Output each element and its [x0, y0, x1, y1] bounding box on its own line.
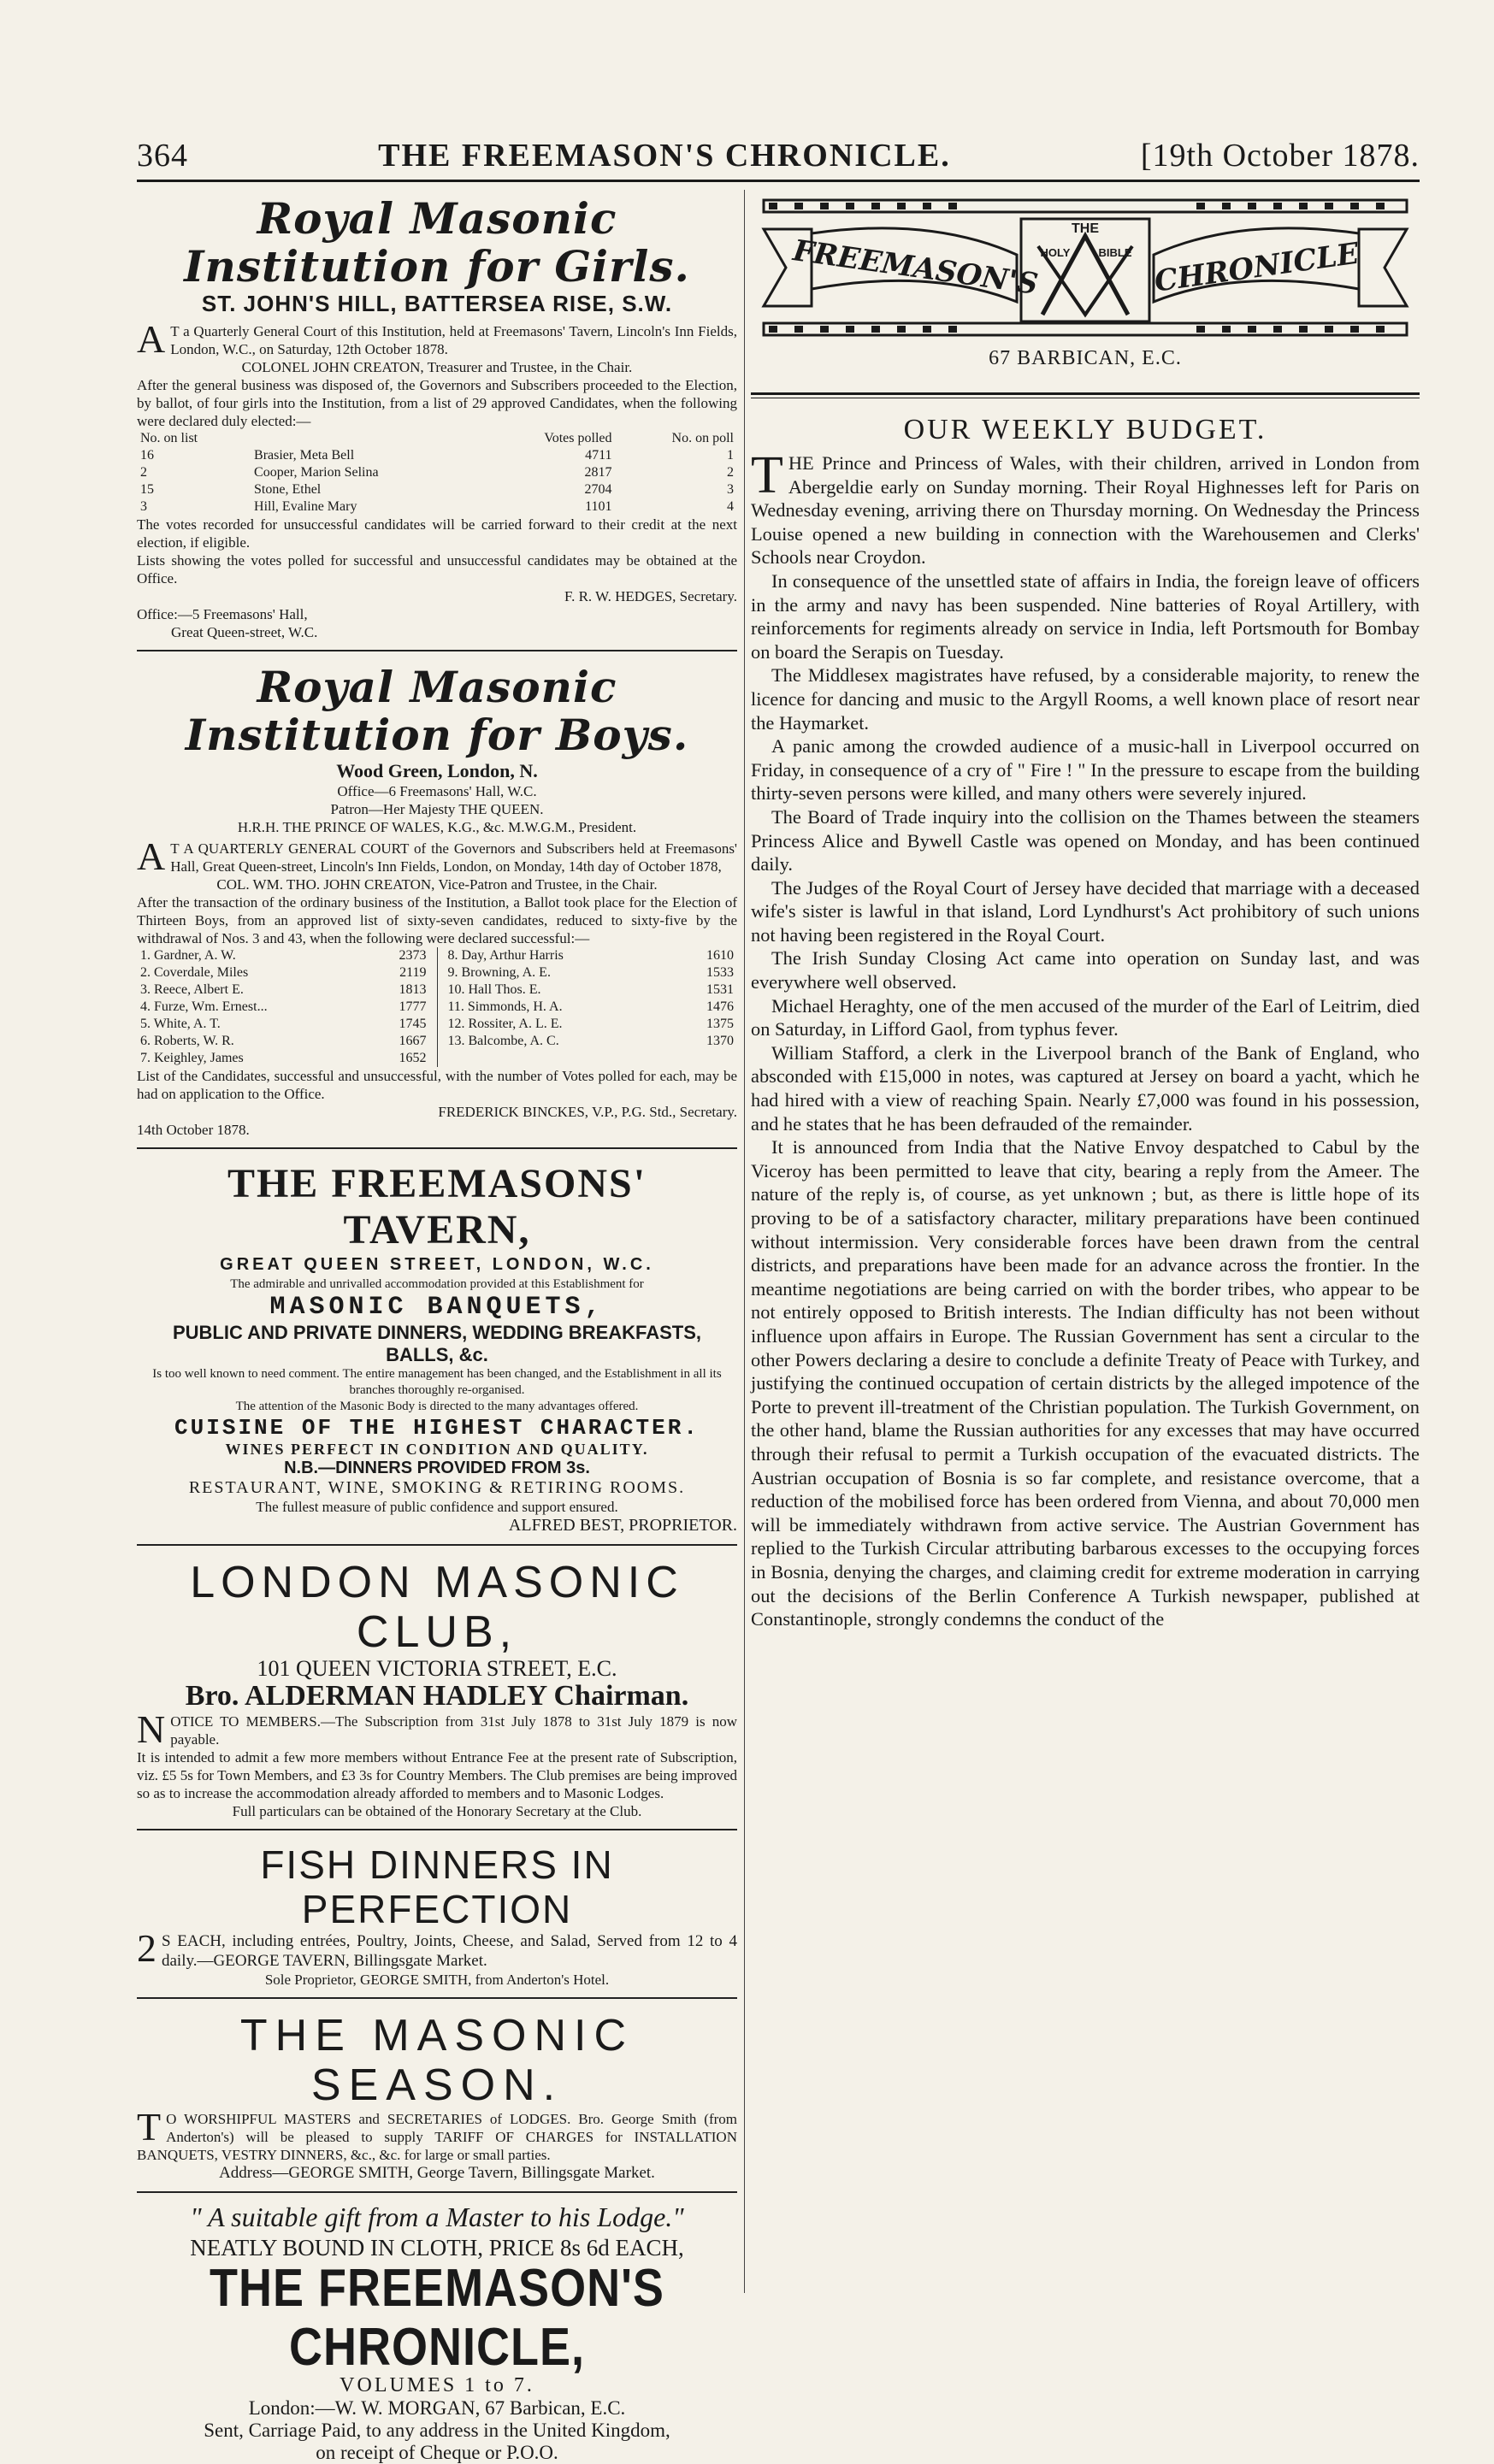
boys-heading: Royal Masonic Institution for Boys. — [185, 662, 689, 760]
gift-ad — [137, 2200, 737, 2464]
masthead-rule — [137, 180, 1420, 182]
row-votes: 2373 — [399, 948, 427, 963]
club-chairman: Bro. ALDERMAN HADLEY Chairman. — [185, 1680, 689, 1712]
row-votes: 2704 — [584, 482, 612, 497]
tavern-banquets: MASONIC BANQUETS, — [269, 1293, 605, 1322]
season-heading: THE MASONIC SEASON. — [239, 2011, 635, 2110]
row-name: 9. Browning, A. E. — [447, 965, 551, 980]
table-row — [137, 999, 430, 1016]
boys-intro: AT A QUARTERLY GENERAL COURT of the Governors and Subscribers held at Freemasons' Hall, Great Queen-street, Lincoln's Inn Fields, London, on Monday, 14th day of October 1878, — [137, 834, 737, 878]
club-body: It is intended to admit a few more members without Entrance Fee at the present rate of Subscription, viz. £5 5s for Town Members, and £3 3s for Country Members. The Club premises are being improved so as to increase the accommodation already afforded to members and to Masonic Lodges. — [137, 1749, 737, 1801]
logo-bible: BIBLE — [1098, 246, 1132, 259]
col-head-list: No. on list — [140, 431, 198, 445]
logo-the: THE — [1072, 221, 1099, 236]
gift-tagline: " A suitable gift from a Master to his Lodge." — [190, 2202, 684, 2232]
season-ad — [137, 2006, 737, 2193]
masthead-date: [19th October 1878. — [1140, 138, 1420, 174]
row-votes: 4711 — [585, 448, 612, 463]
row-name: 12. Rossiter, A. L. E. — [447, 1017, 563, 1031]
boys-patron: Patron—Her Majesty THE QUEEN. — [330, 801, 544, 817]
girls-votes-header — [137, 430, 737, 447]
gift-london: London:—W. W. MORGAN, 67 Barbican, E.C. — [248, 2397, 626, 2419]
row-name: 8. Day, Arthur Harris — [447, 948, 564, 963]
right-column — [751, 190, 1420, 1631]
gift-receipt: on receipt of Cheque or P.O.O. — [316, 2442, 558, 2463]
row-name: 10. Hall Thos. E. — [447, 982, 541, 997]
row-name: 11. Simmonds, H. A. — [447, 999, 563, 1014]
girls-office-2: Great Queen-street, W.C. — [171, 624, 318, 640]
row-name: 2. Coverdale, Miles — [140, 965, 249, 980]
row-votes: 1777 — [399, 999, 427, 1014]
season-address: Address—GEORGE SMITH, George Tavern, Billingsgate Market. — [219, 2164, 655, 2182]
row-poll: 3 — [727, 482, 734, 497]
row-votes: 1652 — [399, 1051, 427, 1065]
article-paragraph: The Board of Trade inquiry into the collision on the Thames between the steamers Princess Alice and Bywell Castle was opened on Monday, and has been continued daily. — [751, 805, 1420, 875]
row-votes: 1370 — [706, 1034, 734, 1048]
table-row — [445, 999, 738, 1016]
fish-proprietor: Sole Proprietor, GEORGE SMITH, from Anderton's Hotel. — [264, 1972, 610, 1988]
table-row — [137, 1016, 430, 1033]
table-row — [445, 1033, 738, 1050]
girls-address: ST. JOHN'S HILL, BATTERSEA RISE, S.W. — [201, 291, 673, 316]
table-row — [445, 981, 738, 999]
logo-border-top — [764, 200, 1407, 212]
results-separator — [437, 947, 438, 1067]
tavern-proprietor: ALFRED BEST, PROPRIETOR. — [508, 1516, 737, 1535]
row-votes: 2119 — [399, 965, 427, 980]
boys-address: Wood Green, London, N. — [336, 760, 538, 781]
tavern-dinners: PUBLIC AND PRIVATE DINNERS, WEDDING BREAKFASTS, BALLS, &c. — [172, 1322, 702, 1365]
table-row — [445, 947, 738, 964]
row-name: 7. Keighley, James — [140, 1051, 244, 1065]
boys-institution-ad — [137, 658, 737, 1149]
logo-address: 67 BARBICAN, E.C. — [989, 347, 1182, 369]
season-body: TO WORSHIPFUL MASTERS and SECRETARIES of LODGES. Bro. George Smith (from Anderton's) will be pleased to supply TARIFF OF CHARGES for INSTALLATION BANQUETS, VESTRY DINNERS, &c., &c. for large or small parties. — [137, 2105, 737, 2163]
boys-date: 14th October 1878. — [137, 1122, 250, 1138]
tavern-small-2: The attention of the Masonic Body is directed to the many advantages offered. — [235, 1400, 639, 1413]
boys-chair: COL. WM. THO. JOHN CREATON, Vice-Patron and Trustee, in the Chair. — [216, 876, 658, 893]
row-name: 5. White, A. T. — [140, 1017, 221, 1031]
club-address: 101 QUEEN VICTORIA STREET, E.C. — [257, 1656, 617, 1681]
tavern-ad — [137, 1156, 737, 1546]
girls-note-2: Lists showing the votes polled for successful and unsuccessful candidates may be obtained at the Office. — [137, 552, 737, 587]
article-paragraph: The Middlesex magistrates have refused, by a considerable majority, to renew the licence for dancing and music to the Argyll Rooms, a well known place of resort near the Haymarket. — [751, 664, 1420, 734]
row-list-no: 15 — [140, 482, 154, 497]
logo-word-2: CHRONICLE — [1152, 236, 1361, 299]
row-name: Brasier, Meta Bell — [254, 448, 355, 463]
budget-title: OUR WEEKLY BUDGET. — [903, 414, 1267, 445]
left-column — [137, 190, 737, 2464]
club-particulars: Full particulars can be obtained of the Honorary Secretary at the Club. — [232, 1803, 642, 1819]
girls-secretary: F. R. W. HEDGES, Secretary. — [564, 588, 737, 604]
fish-ad — [137, 1837, 737, 1999]
girls-institution-ad — [137, 190, 737, 651]
tavern-heading: THE FREEMASONS' TAVERN, — [227, 1161, 647, 1253]
row-list-no: 3 — [140, 499, 147, 514]
row-votes: 1610 — [706, 948, 734, 963]
boys-results — [137, 947, 737, 1067]
row-list-no: 16 — [140, 448, 154, 463]
tavern-wines: WINES PERFECT IN CONDITION AND QUALITY. — [225, 1441, 649, 1458]
article-paragraph: A panic among the crowded audience of a music-hall in Liverpool occurred on Friday, in consequence of a cry of " Fire ! " In the pressure to escape from the building thirty-seven persons were killed, and many others were severely injured. — [751, 735, 1420, 805]
tavern-cuisine: CUISINE OF THE HIGHEST CHARACTER. — [174, 1415, 700, 1441]
masthead-title: THE FREEMASON'S CHRONICLE. — [378, 138, 951, 174]
girls-votes-table — [137, 430, 737, 516]
row-votes: 2817 — [584, 465, 612, 480]
girls-note-1: The votes recorded for unsuccessful candidates will be carried forward to their credit at the next election, if eligible. — [137, 516, 737, 551]
row-votes: 1667 — [399, 1034, 427, 1048]
logo-rule — [751, 392, 1420, 395]
tavern-rooms: RESTAURANT, WINE, SMOKING & RETIRING ROOMS. — [188, 1478, 686, 1497]
chronicle-logo-graphic — [760, 195, 1410, 340]
col-head-poll: No. on poll — [671, 431, 734, 445]
girls-body: After the general business was disposed of, the Governors and Subscribers proceeded to the Election, by ballot, of four girls into the Institution, from a list of 29 approved Candidates, when the following were declared duly elected:— — [137, 377, 737, 429]
table-row — [137, 981, 430, 999]
boys-secretary: FREDERICK BINCKES, V.P., P.G. Std., Secretary. — [438, 1104, 737, 1120]
table-row — [137, 1050, 430, 1067]
logo-holy: HOLY — [1040, 246, 1071, 259]
row-name: Stone, Ethel — [254, 482, 322, 497]
club-notice: NOTICE TO MEMBERS.—The Subscription from 31st July 1878 to 31st July 1879 is now payable. — [137, 1707, 737, 1751]
gift-title: THE FREEMASON'S CHRONICLE, — [210, 2259, 664, 2377]
table-row — [137, 1033, 430, 1050]
row-poll: 4 — [727, 499, 734, 514]
tavern-address: GREAT QUEEN STREET, LONDON, W.C. — [220, 1255, 654, 1274]
tavern-line1: The admirable and unrivalled accommodation provided at this Establishment for — [230, 1277, 644, 1291]
row-votes: 1745 — [399, 1017, 427, 1031]
budget-article — [751, 446, 1420, 1631]
row-votes: 1476 — [706, 999, 734, 1014]
row-list-no: 2 — [140, 465, 147, 480]
article-paragraph: THE Prince and Princess of Wales, with their children, arrived in London from Abergeldie early on Sunday morning. Their Royal Highnesses left for Paris on Wednesday evening, arriving there on Thursday morning. On Wednesday the Princess Louise opened a new building in connection with the Warehousemen and Clerks' Schools near Croydon. — [751, 446, 1420, 569]
row-poll: 1 — [727, 448, 734, 463]
row-name: 6. Roberts, W. R. — [140, 1034, 234, 1048]
boys-votes-left — [137, 947, 430, 1067]
logo-border-bottom — [764, 323, 1407, 335]
logo-checker-top — [769, 203, 1385, 209]
logo-word-1: FREEMASON'S — [790, 233, 1041, 302]
boys-votes-right — [445, 947, 738, 1050]
tavern-confidence: The fullest measure of public confidence and support ensured. — [256, 1499, 618, 1515]
logo-checker-bottom — [769, 326, 1385, 333]
row-name: Cooper, Marion Selina — [254, 465, 379, 480]
gift-volumes: VOLUMES 1 to 7. — [340, 2374, 534, 2396]
row-votes: 1531 — [706, 982, 734, 997]
table-row — [137, 481, 737, 498]
row-poll: 2 — [727, 465, 734, 480]
col-head-votes: Votes polled — [544, 431, 612, 445]
boys-office: Office—6 Freemasons' Hall, W.C. — [337, 783, 537, 799]
table-row — [137, 447, 737, 464]
table-row — [137, 464, 737, 481]
fish-heading: FISH DINNERS IN PERFECTION — [260, 1842, 614, 1931]
girls-heading: Royal Masonic Institution for Girls. — [184, 193, 690, 292]
boys-note: List of the Candidates, successful and unsuccessful, with the number of Votes polled for each, may be had on application to the Office. — [137, 1068, 737, 1102]
article-paragraph: The Judges of the Royal Court of Jersey have decided that marriage with a deceased wife's sister is lawful in that island, Lord Lyndhurst's Act prohibitory of such unions not having been registered in the Royal Court. — [751, 876, 1420, 946]
girls-office-1: Office:—5 Freemasons' Hall, — [137, 606, 308, 622]
logo-right-banner-end — [1359, 229, 1407, 306]
girls-chair: COLONEL JOHN CREATON, Treasurer and Trustee, in the Chair. — [241, 359, 633, 375]
tavern-nb: N.B.—DINNERS PROVIDED FROM 3s. — [284, 1459, 590, 1477]
boys-body: After the transaction of the ordinary business of the Institution, a Ballot took place for the Election of Thirteen Boys, from an approved list of sixty-seven candidates, reduced to sixty-five by the withdrawal of Nos. 3 and 43, when the following were declared successful:— — [137, 894, 737, 946]
table-row — [137, 947, 430, 964]
chronicle-logo — [760, 195, 1410, 340]
row-votes: 1101 — [585, 499, 612, 514]
masthead — [137, 127, 1420, 174]
article-paragraph: It is announced from India that the Native Envoy despatched to Cabul by the Viceroy has been permitted to leave that city, bearing a reply from the Ameer. The nature of the reply is, of course, as yet unknown ; but, as there is little hope of its proving to be of a satisfactory character, military preparations have been continued without intermission. Very considerable forces have been drawn from the central districts, and preparations have been made for an advance across the frontier. In the meantime negotiations are being carried on with the border tribes, who appear to be not entirely opposed to British interests. The Indian difficulty has not been without influence upon affairs in Europe. The Russian Government has sent a circular to the other Powers declaring a desire to conclude a definite Treaty of Peace with Turkey, and justifying the continued occupation of certain districts by the alleged impotence of the Porte to prevent ill-treatment of the Christian population. The Turkish Government, on the other hand, blame the Russian authorities for any excesses that may have occurred through their refusal to permit a Turkish occupation of the evacuated districts. The Austrian occupation of Bosnia is so far complete, and resistance overcome, that a reduction of the mobilised force has been ordered from Vienna, and about 70,000 men will be immediately withdrawn from active service. The Austrian Government has replied to the Turkish Circular attributing barbarous excesses to the occupying forces in Bosnia, denying the charges, and claiming credit for extreme moderation in carrying out the decisions of the Berlin Conference A Turkish newspaper, published at Constantinople, strongly condemns the conduct of the — [751, 1136, 1420, 1630]
gift-sent: Sent, Carriage Paid, to any address in the United Kingdom, — [204, 2420, 670, 2441]
table-row — [137, 964, 430, 981]
column-divider — [744, 190, 745, 2293]
article-paragraph: The Irish Sunday Closing Act came into operation on Sunday last, and was everywhere well observed. — [751, 947, 1420, 993]
article-paragraph: Michael Heraghty, one of the men accused of the murder of the Earl of Leitrim, died on Saturday, in Lifford Gaol, from typhus fever. — [751, 994, 1420, 1040]
boys-president: H.R.H. THE PRINCE OF WALES, K.G., &c. M.W.G.M., President. — [237, 819, 637, 835]
row-name: 4. Furze, Wm. Ernest... — [140, 999, 268, 1014]
row-name: 3. Reece, Albert E. — [140, 982, 244, 997]
girls-intro: AT a Quarterly General Court of this Institution, held at Freemasons' Tavern, Lincoln's Inn Fields, London, W.C., on Saturday, 12th October 1878. — [137, 317, 737, 361]
article-paragraph: William Stafford, a clerk in the Liverpool branch of the Bank of England, who absconded with £15,000 in notes, was captured at Jersey on board a yacht, which he had hired with a view of reaching Spain. Nearly £7,000 was found in his possession, and he states that he has been defrauded of the remainder. — [751, 1041, 1420, 1135]
row-votes: 1375 — [706, 1017, 734, 1031]
club-heading: LONDON MASONIC CLUB, — [190, 1558, 684, 1657]
row-name: 13. Balcombe, A. C. — [447, 1034, 559, 1048]
table-row — [445, 1016, 738, 1033]
gift-bound: NEATLY BOUND IN CLOTH, PRICE 8s 6d EACH, — [190, 2235, 684, 2261]
page-number: 364 — [137, 138, 188, 174]
fish-body: 2S EACH, including entrées, Poultry, Joints, Cheese, and Salad, Served from 12 to 4 daily.—GEORGE TAVERN, Billingsgate Market. — [137, 1926, 737, 1970]
article-paragraph: In consequence of the unsettled state of affairs in India, the foreign leave of officers in the army and navy has been suspended. Nine batteries of Royal Artillery, with reinforcements for regiments already on service in India, left Portsmouth for Bombay on board the Serapis on Tuesday. — [751, 569, 1420, 663]
tavern-small-1: Is too well known to need comment. The entire management has been changed, and the Establishment in all its branches thoroughly re-organised. — [152, 1367, 722, 1397]
club-ad — [137, 1553, 737, 1830]
row-name: Hill, Evaline Mary — [254, 499, 357, 514]
table-row — [445, 964, 738, 981]
row-name: 1. Gardner, A. W. — [140, 948, 236, 963]
row-votes: 1533 — [706, 965, 734, 980]
table-row — [137, 498, 737, 516]
row-votes: 1813 — [399, 982, 427, 997]
